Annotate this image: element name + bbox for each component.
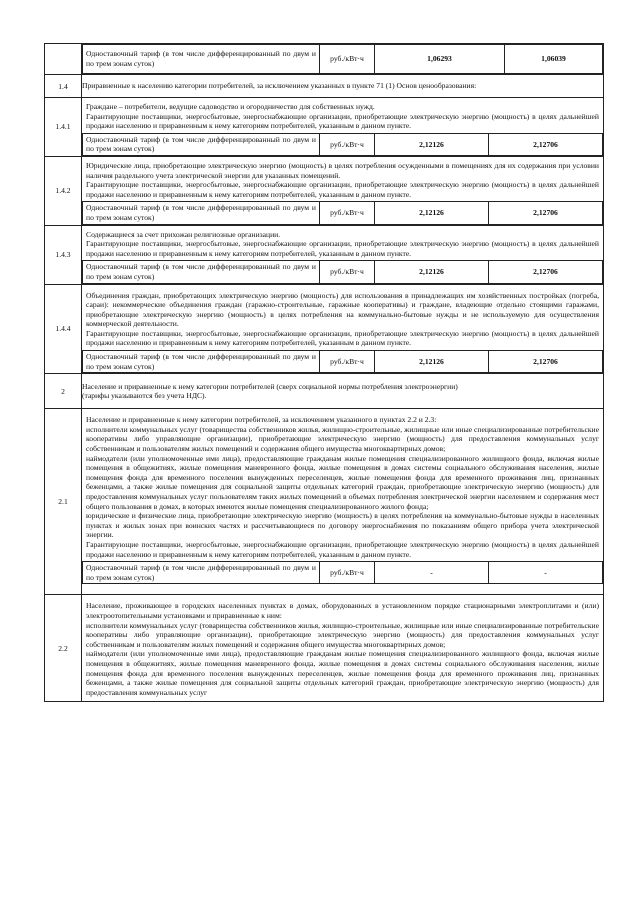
unit-label: руб./кВт·ч: [320, 261, 375, 283]
paragraph: юридические и физические лица, приобретающие электрическую энергию (мощность) в целях потребления на коммунально-бытовые нужды в населенных пунктах и жилых зонах при воинских частях и рассчитывающиеся по договору энергоснабжения по показаниям общего прибора учета электрической энергии.: [86, 511, 599, 540]
paragraph: исполнители коммунальных услуг (товарищества собственников жилья, жилищно-строительные, жилищные или иные специализированные потребительские кооперативы либо управляющие организации), приобретающие электрическую энергию (мощность) для предоставления коммунальных услуг собственникам и пользователям жилых помещений и содержания общего имущества многоквартирных домов;: [86, 424, 599, 454]
tariff-value-1: 2,12126: [375, 351, 489, 373]
row-number: 1.4.4: [45, 284, 82, 374]
paragraph: Население и приравненные к нему категории потребителей (сверх социальной нормы потребления электроэнергии): [82, 381, 458, 391]
tariff-value-1: 2,12126: [375, 133, 489, 155]
row-number: 1.4: [45, 75, 82, 98]
section-row-1-4-2: [45, 156, 604, 225]
section-text: Приравненные к населению категории потребителей, за исключением указанных в пункте 71 (1) Основ ценообразования:: [82, 81, 477, 91]
tariff-label: Одноставочный тариф (в том числе дифференцированный по двум и по трем зонам суток): [83, 202, 320, 224]
section-row-1-4-4: [45, 284, 604, 374]
tariff-table: [44, 43, 604, 702]
row-number: 2: [45, 374, 82, 409]
section-row-2-2: [45, 595, 604, 702]
section-row-2-1: [45, 409, 604, 595]
paragraph: Гарантирующие поставщики, энергосбытовые, энергоснабжающие организации, приобретающие электрическую энергию (мощность) в целях дальнейшей продажи населению и приравненным к нему категориям потребителей, указанным в данном пункте.: [86, 539, 599, 559]
paragraph: Население и приравненные к нему категории потребителей, за исключением указанного в пунктах 2.2 и 2.3:: [86, 415, 437, 425]
tariff-value-1: 1,06293: [375, 45, 505, 74]
tariff-value-2: 2,12706: [489, 202, 603, 224]
row-number: 1.4.3: [45, 225, 82, 284]
unit-label: руб./кВт·ч: [320, 133, 375, 155]
paragraph: Граждане – потребители, ведущие садоводство и огородничество для собственных нужд.: [86, 102, 375, 111]
tariff-value-1: -: [375, 562, 489, 584]
unit-label: руб./кВт·ч: [320, 45, 375, 74]
paragraph: Гарантирующие поставщики, энергосбытовые, энергоснабжающие организации, приобретающие электрическую энергию (мощность) в целях дальнейшей продажи населению и приравненным к нему категориям потребителей, указанным в данном пункте.: [86, 328, 599, 348]
row-number: 1.4.2: [45, 156, 82, 225]
section-row-1-4: [45, 75, 604, 98]
tariff-value-2: 2,12706: [489, 351, 603, 373]
tariff-row-top: [45, 44, 604, 75]
row-number: 2.2: [45, 595, 82, 702]
tariff-label: Одноставочный тариф (в том числе дифференцированный по двум и по трем зонам суток): [83, 261, 320, 283]
section-row-2: [45, 374, 604, 409]
row-number: 1.4.1: [45, 98, 82, 157]
paragraph: Гарантирующие поставщики, энергосбытовые, энергоснабжающие организации, приобретающие электрическую энергию (мощность) в целях дальнейшей продажи населению и приравненным к нему категориям потребителей, указанным в данном пункте.: [86, 239, 599, 258]
paragraph: наймодатели (или уполномоченные ими лица), предоставляющие гражданам жилые помещения специализированного жилищного фонда, включая жилые помещения в общежитиях, жилые помещения маневренного фонда, жилые помещения в домах системы социального обслуживания населения, жилые помещения фонда для временного поселения вынужденных переселенцев, жилые помещения фонда для временного проживания лиц, признанных беженцами, а также жилые помещения для социальной защиты отдельных категорий граждан, приобретающие электрическую энергию (мощность) для предоставления коммунальных услуг: [86, 649, 599, 697]
unit-label: руб./кВт·ч: [320, 351, 375, 373]
paragraph: (тарифы указываются без учета НДС).: [82, 391, 207, 401]
tariff-value-2: 1,06039: [505, 45, 603, 74]
tariff-label: Одноставочный тариф (в том числе дифференцированный по двум и по трем зонам суток): [83, 562, 320, 584]
paragraph: Содержащиеся за счет прихожан религиозные организации.: [86, 229, 281, 239]
row-number: 2.1: [45, 409, 82, 595]
paragraph: Юридические лица, приобретающие электрическую энергию (мощность) в целях потребления осужденными в помещениях для их содержания при условии наличия раздельного учета электрической энергии для указанных помещений.: [86, 160, 599, 180]
section-row-1-4-1: [45, 98, 604, 157]
tariff-value-1: 2,12126: [375, 261, 489, 283]
tariff-value-1: 2,12126: [375, 202, 489, 224]
unit-label: руб./кВт·ч: [320, 562, 375, 584]
row-number-empty: [45, 44, 82, 75]
tariff-label: Одноставочный тариф (в том числе дифференцированный по двум и по трем зонам суток): [83, 351, 320, 373]
tariff-value-2: -: [489, 562, 603, 584]
paragraph: Население, проживающее в городских населенных пунктах в домах, оборудованных в установленном порядке стационарными электроплитами и (или) электроотопительными установками и приравненные к ним:: [86, 601, 599, 620]
paragraph: исполнители коммунальных услуг (товарищества собственников жилья, жилищно-строительные, жилищные или иные специализированные потребительские кооперативы либо управляющие организации), приобретающие электрическую энергию (мощность) для предоставления коммунальных услуг собственникам и пользователям жилых помещений и содержания общего имущества многоквартирных домов;: [86, 620, 599, 649]
unit-label: руб./кВт·ч: [320, 202, 375, 224]
section-row-1-4-3: [45, 225, 604, 284]
paragraph: наймодатели (или уполномоченные ими лица), предоставляющие гражданам жилые помещения специализированного жилищного фонда, включая жилые помещения в общежитиях, жилые помещения маневренного фонда, жилые помещения в домах системы социального обслуживания населения, жилые помещения фонда для временного поселения вынужденных переселенцев, жилые помещения фонда для временного проживания лиц, признанных беженцами, а также жилые помещения для социальной защиты отдельных категорий граждан, приобретающие электрическую энергию (мощность) для предоставления коммунальных услуг пользователям таких жилых помещений в объемах потребления электрической энергии населением и содержания мест общего пользования в домах, в которых имеются жилые помещения специализированного жилого фонда;: [86, 453, 599, 511]
paragraph: Гарантирующие поставщики, энергосбытовые, энергоснабжающие организации, приобретающие электрическую энергию (мощность) в целях дальнейшей продажи населению и приравненным к нему категориям потребителей, указанным в данном пункте.: [86, 111, 599, 131]
paragraph: Гарантирующие поставщики, энергосбытовые, энергоснабжающие организации, приобретающие электрическую энергию (мощность) в целях дальнейшей продажи населению и приравненным к нему категориям потребителей, указанным в данном пункте.: [86, 180, 599, 199]
tariff-label: Одноставочный тариф (в том числе дифференцированный по двум и по трем зонам суток): [83, 45, 320, 74]
tariff-value-2: 2,12706: [489, 261, 603, 283]
paragraph: Объединения граждан, приобретающих электрическую энергию (мощность) для использования в принадлежащих им хозяйственных постройках (погреба, сараи): некоммерческие объединения граждан (гаражно-строительные, гаражные кооперативы) и граждане, владеющие отдельно стоящими гаражами, приобретающие электрическую энергию (мощность) в целях потребления на коммунально-бытовые нужды и не используемую для осуществления коммерческой деятельности.: [86, 290, 599, 329]
tariff-value-2: 2,12706: [489, 133, 603, 155]
tariff-label: Одноставочный тариф (в том числе дифференцированный по двум и по трем зонам суток): [83, 133, 320, 155]
